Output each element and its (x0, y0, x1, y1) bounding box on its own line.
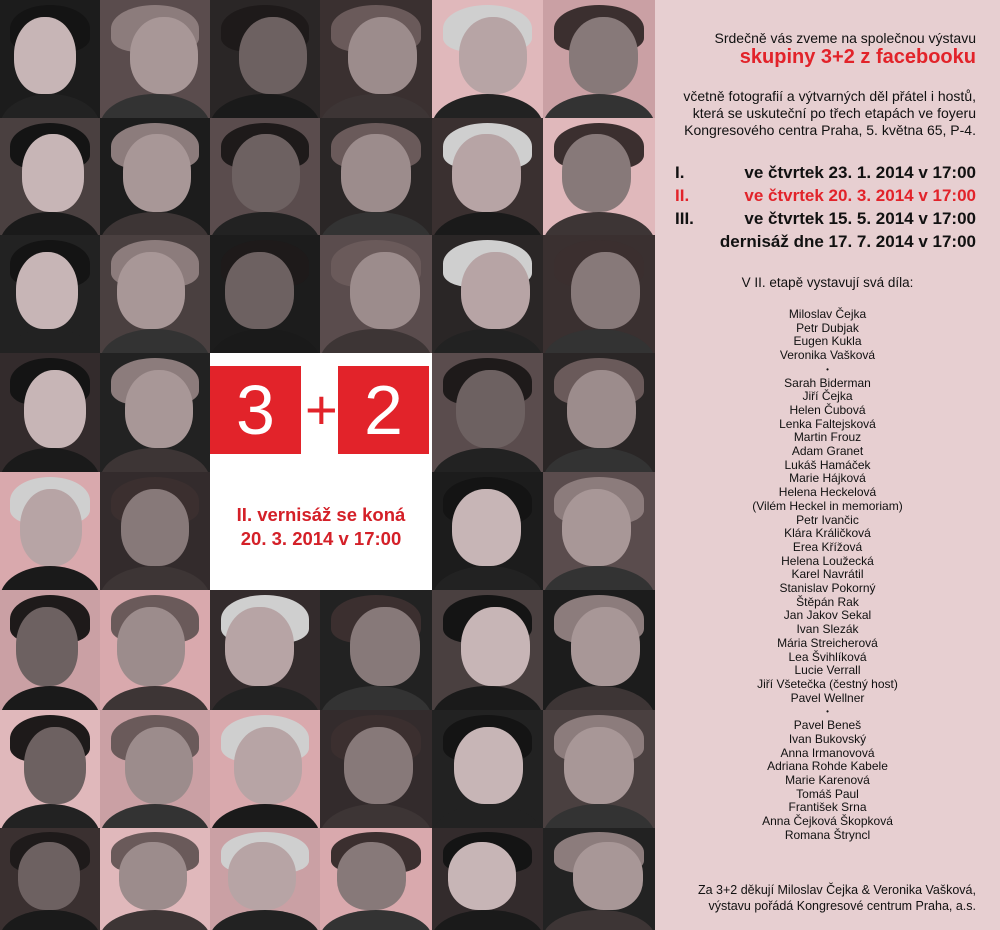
portrait-photo (543, 472, 655, 590)
artist-name: Veronika Vašková (779, 348, 876, 363)
artist-name: Marie Karenová (785, 772, 870, 787)
portrait-photo (432, 118, 543, 235)
portrait-photo (320, 0, 432, 118)
portrait-photo (432, 710, 543, 828)
artist-name: Jiří Čejka (802, 389, 853, 404)
portrait-photo (320, 828, 432, 930)
portrait-photo (100, 353, 210, 472)
artist-name: Anna Čejková Škopková (762, 814, 893, 829)
logo-digit-left: 3 (210, 366, 301, 454)
artist-name: Pavel Wellner (790, 690, 865, 705)
stage-3-date: ve čtvrtek 15. 5. 2014 v 17:00 (744, 209, 976, 228)
portrait-photo (320, 590, 432, 710)
artist-name: Petr Ivančic (796, 512, 859, 527)
portrait-photo (543, 0, 655, 118)
portrait-photo (320, 235, 432, 353)
portrait-photo (210, 0, 320, 118)
artist-name: Ivan Bukovský (788, 731, 867, 746)
thanks-line: Za 3+2 děkují Miloslav Čejka & Veronika Vašková, (697, 883, 976, 897)
stage-1 (655, 163, 1000, 184)
artist-name: Miloslav Čejka (788, 307, 867, 321)
stage-2-label: II. (675, 186, 690, 205)
portrait-photo (0, 353, 100, 472)
stage-1-date: ve čtvrtek 23. 1. 2014 v 17:00 (744, 163, 976, 182)
portrait-photo (320, 118, 432, 235)
description-line-3: Kongresového centra Praha, 5. května 65, P-4. (684, 122, 976, 138)
artist-name: Marie Hájková (789, 471, 866, 486)
list-heading: V II. etapě vystavují svá díla: (741, 275, 914, 290)
portrait-photo (0, 828, 100, 930)
artist-name: Adam Granet (791, 444, 864, 459)
artist-name: Mária Streicherová (777, 635, 878, 650)
portrait-photo (543, 235, 655, 353)
portrait-photo (100, 235, 210, 353)
vernisaz-title: II. vernisáž se koná (236, 504, 406, 525)
portrait-photo (0, 710, 100, 828)
portrait-photo (210, 710, 320, 828)
artist-name: Martin Frouz (793, 430, 862, 445)
stage-2-date: ve čtvrtek 20. 3. 2014 v 17:00 (744, 186, 976, 205)
logo-block (210, 356, 432, 586)
portrait-photo (100, 472, 210, 590)
portrait-photo (210, 235, 320, 353)
group-title: skupiny 3+2 z facebooku (739, 46, 976, 68)
logo-plus: + (305, 378, 338, 441)
artist-name: Anna Irmanovová (780, 745, 875, 760)
artist-name: Štěpán Rak (796, 594, 859, 609)
portrait-photo (210, 828, 320, 930)
description-line-2: která se uskuteční po třech etapách ve foyeru (692, 105, 976, 121)
artist-name: (Vilém Heckel in memoriam) (752, 498, 903, 513)
list-separator: • (826, 364, 829, 374)
portrait-photo (0, 118, 100, 235)
artist-name: Petr Dubjak (796, 320, 859, 335)
portrait-photo (210, 590, 320, 710)
artist-name: Helena Loužecká (781, 553, 874, 568)
portrait-photo (432, 353, 543, 472)
finissage-date: dernisáž dne 17. 7. 2014 v 17:00 (719, 232, 976, 251)
artist-name: Helena Heckelová (778, 485, 877, 500)
portrait-photo (320, 710, 432, 828)
list-separator: • (826, 707, 829, 717)
portrait-photo (0, 590, 100, 710)
artist-name: Stanislav Pokorný (779, 581, 876, 596)
portrait-photo (100, 118, 210, 235)
stage-3-label: III. (675, 209, 694, 228)
artist-name: Adriana Rohde Kabele (767, 759, 888, 774)
artist-name: Sarah Biderman (784, 375, 871, 390)
stage-2 (655, 186, 1000, 207)
artist-name: Romana Štryncl (784, 827, 871, 842)
portrait-photo (543, 590, 655, 710)
vernisaz-date: 20. 3. 2014 v 17:00 (240, 528, 402, 549)
artist-name: Helen Čubová (789, 402, 866, 417)
portrait-photo (432, 235, 543, 353)
portrait-photo (432, 472, 543, 590)
portrait-photo (0, 472, 100, 590)
artist-name: Lenka Faltejsková (779, 416, 876, 431)
portrait-photo (543, 828, 655, 930)
artist-list (655, 308, 1000, 842)
artist-name: Pavel Beneš (793, 718, 862, 733)
artist-name: Jiří Všetečka (čestný host) (757, 676, 898, 691)
portrait-photo (543, 710, 655, 828)
description-line-1: včetně fotografií a výtvarných děl přátel i hostů, (683, 88, 976, 104)
invite-text: Srdečně vás zveme na společnou výstavu (714, 30, 976, 46)
portrait-photo (543, 118, 655, 235)
organizer-line: výstavu pořádá Kongresové centrum Praha, a.s. (708, 899, 976, 913)
portrait-photo (100, 710, 210, 828)
artist-name: Eugen Kukla (793, 334, 862, 349)
artist-name: Tomáš Paul (796, 786, 859, 801)
artist-name: Lucie Verrall (794, 663, 861, 678)
portrait-photo (0, 0, 100, 118)
portrait-photo (432, 828, 543, 930)
portrait-photo (100, 0, 210, 118)
artist-name: Lukáš Hamáček (784, 457, 871, 472)
artist-name: Ivan Slezák (796, 622, 859, 637)
stage-3 (655, 209, 1000, 230)
portrait-photo (543, 353, 655, 472)
portrait-photo (0, 235, 100, 353)
portrait-photo (210, 118, 320, 235)
portrait-photo (432, 590, 543, 710)
logo-digit-right: 2 (338, 366, 429, 454)
portrait-photo (432, 0, 543, 118)
artist-name: Klára Králičková (784, 526, 871, 541)
info-panel (655, 0, 1000, 930)
artist-name: Karel Navrátil (791, 567, 864, 582)
portrait-photo (100, 590, 210, 710)
artist-name: František Srna (788, 800, 867, 815)
stage-1-label: I. (675, 163, 685, 182)
artist-name: Jan Jakov Sekal (783, 608, 872, 623)
artist-name: Lea Švihlíková (788, 649, 867, 664)
artist-name: Erea Křížová (792, 539, 863, 554)
portrait-photo (100, 828, 210, 930)
